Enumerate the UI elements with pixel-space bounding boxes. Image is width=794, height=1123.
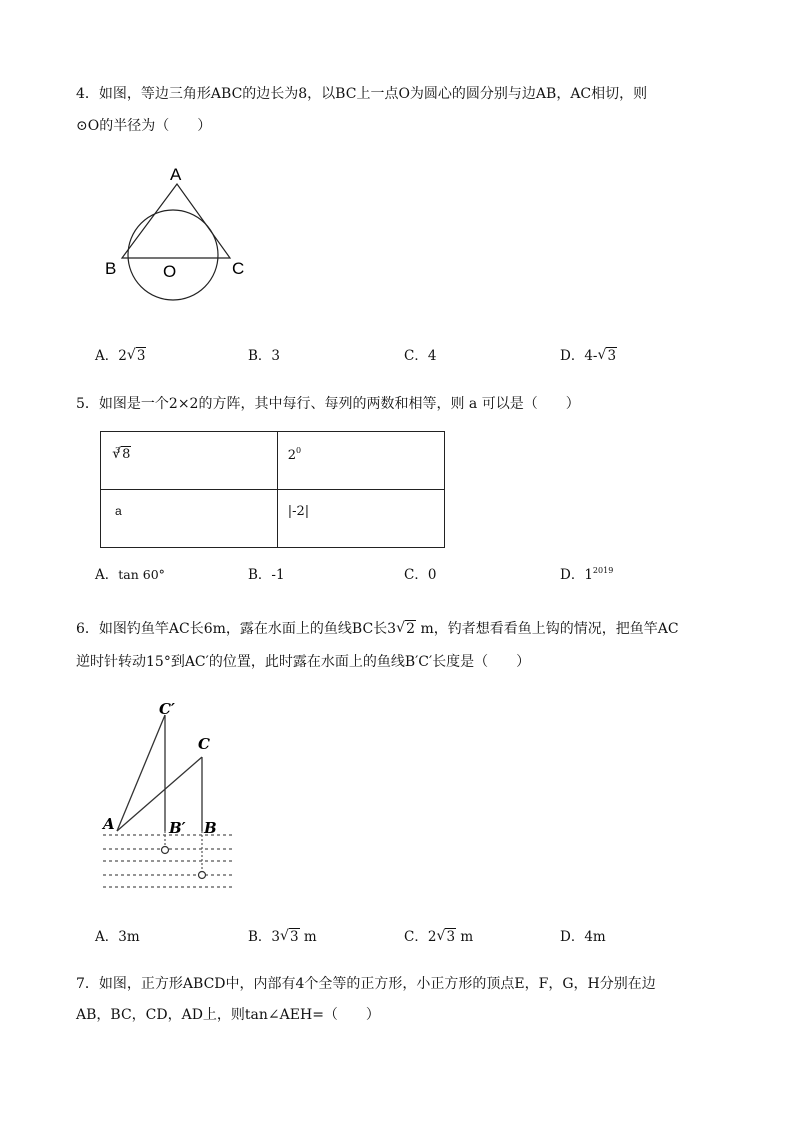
root-index: 3 (115, 446, 121, 455)
label-c-prime: C′ (159, 700, 175, 718)
q6-fishing-rod-figure (95, 695, 245, 893)
option-unit: m (299, 929, 317, 945)
option-value: 3 (271, 348, 281, 364)
triangle-abc (122, 184, 230, 258)
sqrt-symbol (396, 621, 416, 637)
q5-option-a[interactable] (95, 563, 165, 583)
q5-option-d[interactable] (560, 563, 613, 583)
option-prefix: C． (404, 348, 428, 364)
radicand: 2 (406, 621, 415, 637)
question-5-text: 5．如图是一个2×2的方阵，其中每行、每列的两数和相等，则 a 可以是（ ） (76, 396, 580, 412)
label-c: C (198, 735, 210, 753)
cell-a: a (101, 490, 278, 548)
option-prefix: A． (95, 567, 119, 583)
q4-option-a[interactable] (95, 344, 146, 364)
option-value: 2 (427, 929, 437, 945)
option-value: 4- (584, 348, 598, 364)
q5-matrix-table (100, 431, 445, 548)
label-a: A (103, 815, 115, 833)
option-prefix: D． (560, 567, 585, 583)
q6-option-c[interactable] (404, 925, 473, 945)
q4-option-d[interactable] (560, 344, 617, 364)
radicand: 3 (136, 348, 146, 364)
option-unit: m (456, 929, 474, 945)
question-4-text-line2: ⊙O的半径为（ ） (76, 118, 212, 134)
option-value: 0 (427, 567, 437, 583)
rod-ac (117, 757, 202, 831)
question-7-text-line1: 7．如图，正方形ABCD中，内部有4个全等的正方形，小正方形的顶点E，F，G，H分别在边 (76, 976, 656, 992)
option-value: 4 (427, 348, 437, 364)
power-exponent: 0 (296, 446, 302, 455)
question-6-text-line1 (76, 618, 679, 638)
option-value: tan 60° (118, 567, 165, 582)
text-segment: m，钓者想看看鱼上钩的情况，把鱼竿AC (416, 621, 679, 637)
option-prefix: C． (404, 567, 428, 583)
label-b: B (204, 819, 217, 837)
q6-option-b[interactable] (248, 925, 317, 945)
label-b-prime: B′ (169, 819, 186, 837)
sqrt-symbol (280, 929, 300, 945)
cell-cube-root-8 (101, 432, 278, 490)
option-prefix: B． (248, 348, 272, 364)
option-value: 3m (118, 929, 140, 945)
text-segment: 6．如图钓鱼竿AC长6m，露在水面上的鱼线BC长3 (76, 621, 397, 637)
cell-abs-minus-two: |-2| (277, 490, 444, 548)
label-c: C (232, 259, 245, 278)
option-value: 3 (271, 929, 281, 945)
circle-o (128, 210, 218, 300)
q5-option-b[interactable] (248, 563, 285, 583)
label-a: A (170, 165, 182, 184)
sqrt-symbol (597, 348, 617, 364)
sqrt-symbol (127, 348, 147, 364)
q4-option-b[interactable] (248, 344, 280, 364)
hook-1 (162, 847, 169, 854)
power-exponent: 2019 (592, 566, 614, 575)
option-value: -1 (271, 567, 285, 583)
power-base: 2 (287, 448, 297, 463)
q4-triangle-circle-figure (95, 160, 265, 310)
hook-2 (199, 872, 206, 879)
option-prefix: B． (248, 929, 272, 945)
label-b: B (105, 259, 117, 278)
power-base: 1 (584, 567, 593, 583)
option-prefix: D． (560, 929, 585, 945)
radicand: 3 (607, 348, 617, 364)
question-6-text-line2: 逆时针转动15°到AC′的位置，此时露在水面上的鱼线B′C′长度是（ ） (76, 654, 531, 670)
q6-option-a[interactable] (95, 925, 140, 945)
sqrt-symbol (436, 929, 456, 945)
option-prefix: D． (560, 348, 585, 364)
cell-two-power-zero (277, 432, 444, 490)
option-prefix: B． (248, 567, 272, 583)
option-prefix: A． (95, 929, 119, 945)
sqrt-symbol (112, 447, 131, 462)
option-value: 2 (118, 348, 127, 364)
label-o: O (163, 262, 177, 281)
q4-option-c[interactable] (404, 344, 436, 364)
radicand: 3 (446, 929, 456, 945)
option-prefix: A． (95, 348, 119, 364)
question-4-text-line1: 4．如图，等边三角形ABC的边长为8，以BC上一点O为圆心的圆分别与边AB，AC相切，则 (76, 86, 648, 102)
option-value: 4m (584, 929, 606, 945)
q5-option-c[interactable] (404, 563, 436, 583)
option-prefix: C． (404, 929, 428, 945)
radicand: 8 (122, 447, 131, 462)
radicand: 3 (290, 929, 299, 945)
q6-option-d[interactable] (560, 925, 606, 945)
rod-ac-prime (117, 715, 165, 831)
question-7-text-line2: AB，BC，CD，AD上，则tan∠AEH=（ ） (76, 1007, 380, 1023)
